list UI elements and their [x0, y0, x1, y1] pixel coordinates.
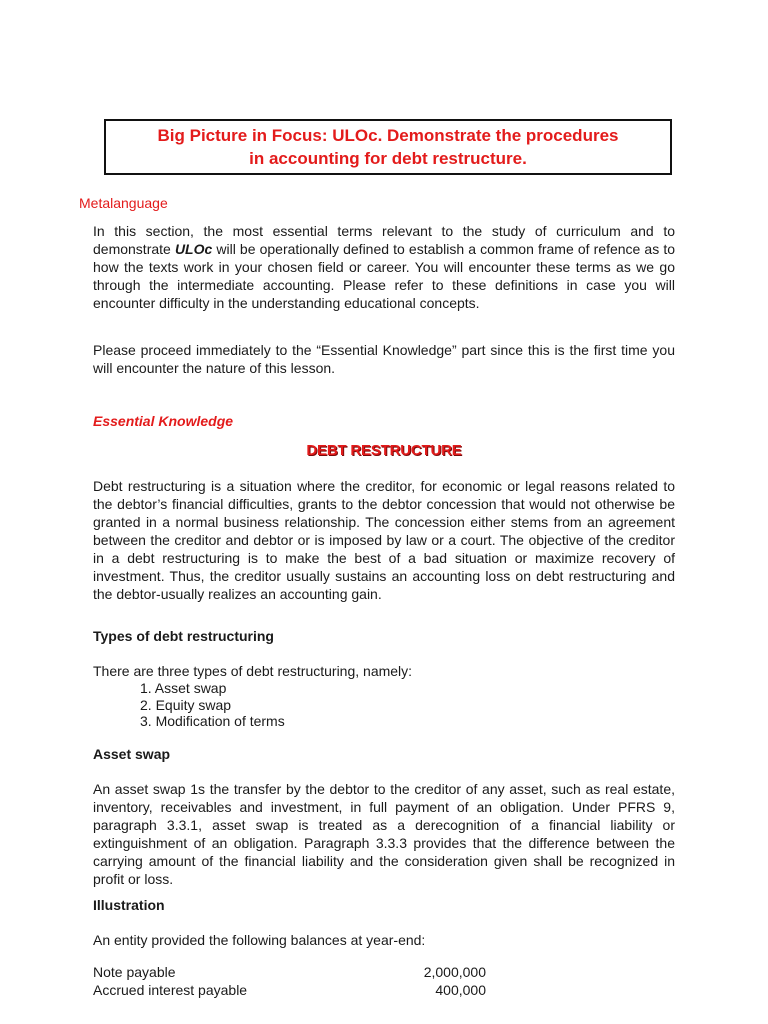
big-picture-box — [104, 119, 672, 175]
types-list — [140, 680, 285, 730]
asset-swap-heading: Asset swap — [93, 746, 171, 762]
proceed-paragraph: Please proceed immediately to the “Essential Knowledge” part since this is the first time you will encounter the nature of this lesson. — [93, 342, 675, 376]
metalanguage-text-a: In this section, the most essential terms relevant to the study of curriculum and to demonstrate — [93, 223, 675, 257]
debt-restructuring-paragraph: Debt restructuring is a situation where the creditor, for economic or legal reasons related to the debtor’s financial difficulties, grants to the debtor concession that would not otherwise be granted in a normal business relationship. The concession either stems from an agreement between the creditor and debtor or is imposed by law or a court. The objective of the creditor in a debt restructuring is to make the best of a bad situation or maximize recovery of investment. Thus, the creditor usually sustains an accounting loss on debt restructuring and the debtor-usually realizes an accounting gain. — [93, 478, 675, 602]
metalanguage-heading: Metalanguage — [79, 195, 168, 211]
types-intro: There are three types of debt restructuring, namely: — [93, 663, 413, 679]
big-picture-line2: in accounting for debt restructure. — [249, 149, 527, 168]
balance-amount: 400,000 — [435, 982, 486, 998]
debt-restructure-title: DEBT RESTRUCTURE — [306, 442, 462, 459]
types-heading: Types of debt restructuring — [93, 628, 274, 644]
list-item: 3. Modification of terms — [140, 713, 285, 729]
balance-row — [93, 982, 486, 999]
uloc-emphasis: ULOc — [174, 241, 213, 257]
balance-row — [93, 964, 486, 981]
list-item: 2. Equity swap — [140, 696, 232, 713]
metalanguage-paragraph — [93, 222, 675, 312]
balance-label: Note payable — [93, 964, 176, 980]
essential-knowledge-heading: Essential Knowledge — [93, 413, 234, 429]
metalanguage-text-b: will be operationally defined to establish a common frame of refence as to how the texts work in your chosen field or career. You will encounter these terms as we go through the intermediate accounting. Please refer to these definitions in case you will encounter difficulty in the understanding educational concepts. — [93, 241, 675, 311]
asset-swap-paragraph: An asset swap 1s the transfer by the debtor to the creditor of any asset, such as real estate, inventory, receivables and investment, in full payment of an obligation. Under PFRS 9, paragraph 3.3.1, asset swap is treated as a derecognition of a financial liability or extinguishment of an obligation. Paragraph 3.3.3 provides that the difference between the carrying amount of the financial liability and the consideration given shall be recognized in profit or loss. — [93, 781, 675, 887]
illustration-intro: An entity provided the following balances at year-end: — [93, 932, 426, 948]
balance-amount: 2,000,000 — [423, 964, 486, 980]
big-picture-line1: Big Picture in Focus: ULOc. Demonstrate the procedures — [157, 126, 619, 145]
illustration-heading: Illustration — [93, 897, 165, 913]
balance-label: Accrued interest payable — [93, 982, 248, 998]
list-item: 1. Asset swap — [140, 680, 227, 696]
